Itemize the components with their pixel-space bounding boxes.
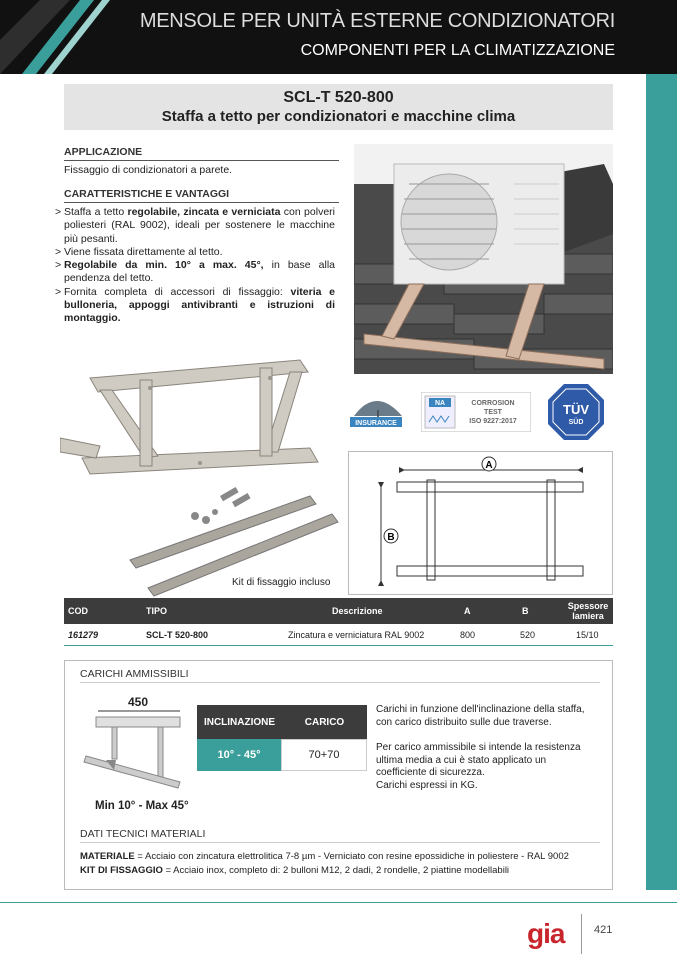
- feature-item: > Staffa a tetto regolabile, zincata e verniciata con polveri poliesteri (RAL 9002), ideali per sostenere le macchine più pesanti.: [55, 206, 335, 246]
- materials-heading: DATI TECNICI MATERIALI: [80, 828, 600, 843]
- load-diagram: [80, 708, 190, 798]
- kit-line: KIT DI FISSAGGIO = Acciaio inox, completo di: 2 bulloni M12, 2 dadi, 2 rondelle, 2 piattine modellabili: [80, 865, 510, 876]
- page-header: [0, 0, 677, 74]
- load-width-label: 450: [128, 695, 149, 709]
- page-separator: [581, 914, 582, 954]
- footer-divider: [0, 902, 677, 903]
- product-code: SCL-T 520-800: [283, 89, 394, 106]
- svg-text:CORROSION: CORROSION: [471, 400, 515, 407]
- dim-a-label: A: [485, 460, 493, 471]
- brand-logo: gia: [527, 918, 565, 949]
- corrosion-cert-icon: [421, 392, 531, 432]
- feature-item: > Fornita completa di accessori di fissaggio: viteria e bulloneria, appoggi antivibranti e istruzioni di montaggio.: [55, 286, 335, 326]
- insurance-label: INSURANCE: [355, 420, 397, 427]
- application-text: Fissaggio di condizionatori a parete.: [64, 164, 233, 176]
- material-line: MATERIALE = Acciaio con zincatura elettrolitica 7-8 µm - Verniciato con resine epossidiche in poliestere - RAL 9002: [80, 851, 569, 862]
- installation-photo: [354, 144, 613, 374]
- bracket-product-image: [60, 338, 350, 598]
- header-decoration: [0, 0, 110, 74]
- kit-caption: Kit di fissaggio incluso: [232, 577, 331, 588]
- dim-b-label: B: [387, 532, 395, 543]
- load-note-1: Carichi in funzione dell'inclinazione della staffa, con carico distribuito sulle due traverse.: [376, 704, 585, 728]
- side-accent-bar: [646, 74, 677, 890]
- feature-item: > Viene fissata direttamente al tetto.: [55, 246, 335, 259]
- load-note-3: Carichi espressi in KG.: [376, 780, 478, 791]
- angle-label: Min 10° - Max 45°: [95, 800, 189, 812]
- product-name: Staffa a tetto per condizionatori e macchine clima: [161, 108, 516, 125]
- features-heading: CARATTERISTICHE E VANTAGGI: [64, 188, 339, 203]
- dimension-drawing: [348, 451, 613, 595]
- svg-text:NA: NA: [434, 400, 446, 407]
- header-subtitle: COMPONENTI PER LA CLIMATIZZAZIONE: [300, 42, 615, 59]
- svg-text:TEST: TEST: [484, 409, 502, 416]
- feature-item: > Regolabile da min. 10° a max. 45°, in base alla pendenza del tetto.: [55, 259, 335, 286]
- load-table: INCLINAZIONE CARICO 10° - 45° 70+70: [197, 705, 367, 771]
- table-row: 161279 SCL-T 520-800 Zincatura e verniciatura RAL 9002 800 520 15/10: [64, 624, 613, 646]
- load-note-2: Per carico ammissibile si intende la resistenza ultima media a cui è stato applicato un coefficiente di sicurezza.: [376, 742, 581, 778]
- spec-table-header: COD TIPO Descrizione A B Spessore lamiera: [64, 598, 613, 624]
- header-title: MENSOLE PER UNITÀ ESTERNE CONDIZIONATORI: [139, 10, 615, 32]
- svg-text:TÜV: TÜV: [563, 402, 589, 417]
- svg-text:SÜD: SÜD: [568, 419, 584, 426]
- spec-table: [64, 598, 613, 646]
- page-number: 421: [594, 924, 613, 936]
- application-heading: APPLICAZIONE: [64, 146, 339, 161]
- features-list: [55, 206, 335, 326]
- loads-heading: CARICHI AMMISSIBILI: [80, 668, 600, 683]
- product-title-box: [64, 84, 613, 130]
- svg-text:ISO 9227:2017: ISO 9227:2017: [469, 418, 517, 425]
- insurance-cert-icon: [346, 386, 408, 436]
- tuv-cert-icon: [546, 382, 606, 442]
